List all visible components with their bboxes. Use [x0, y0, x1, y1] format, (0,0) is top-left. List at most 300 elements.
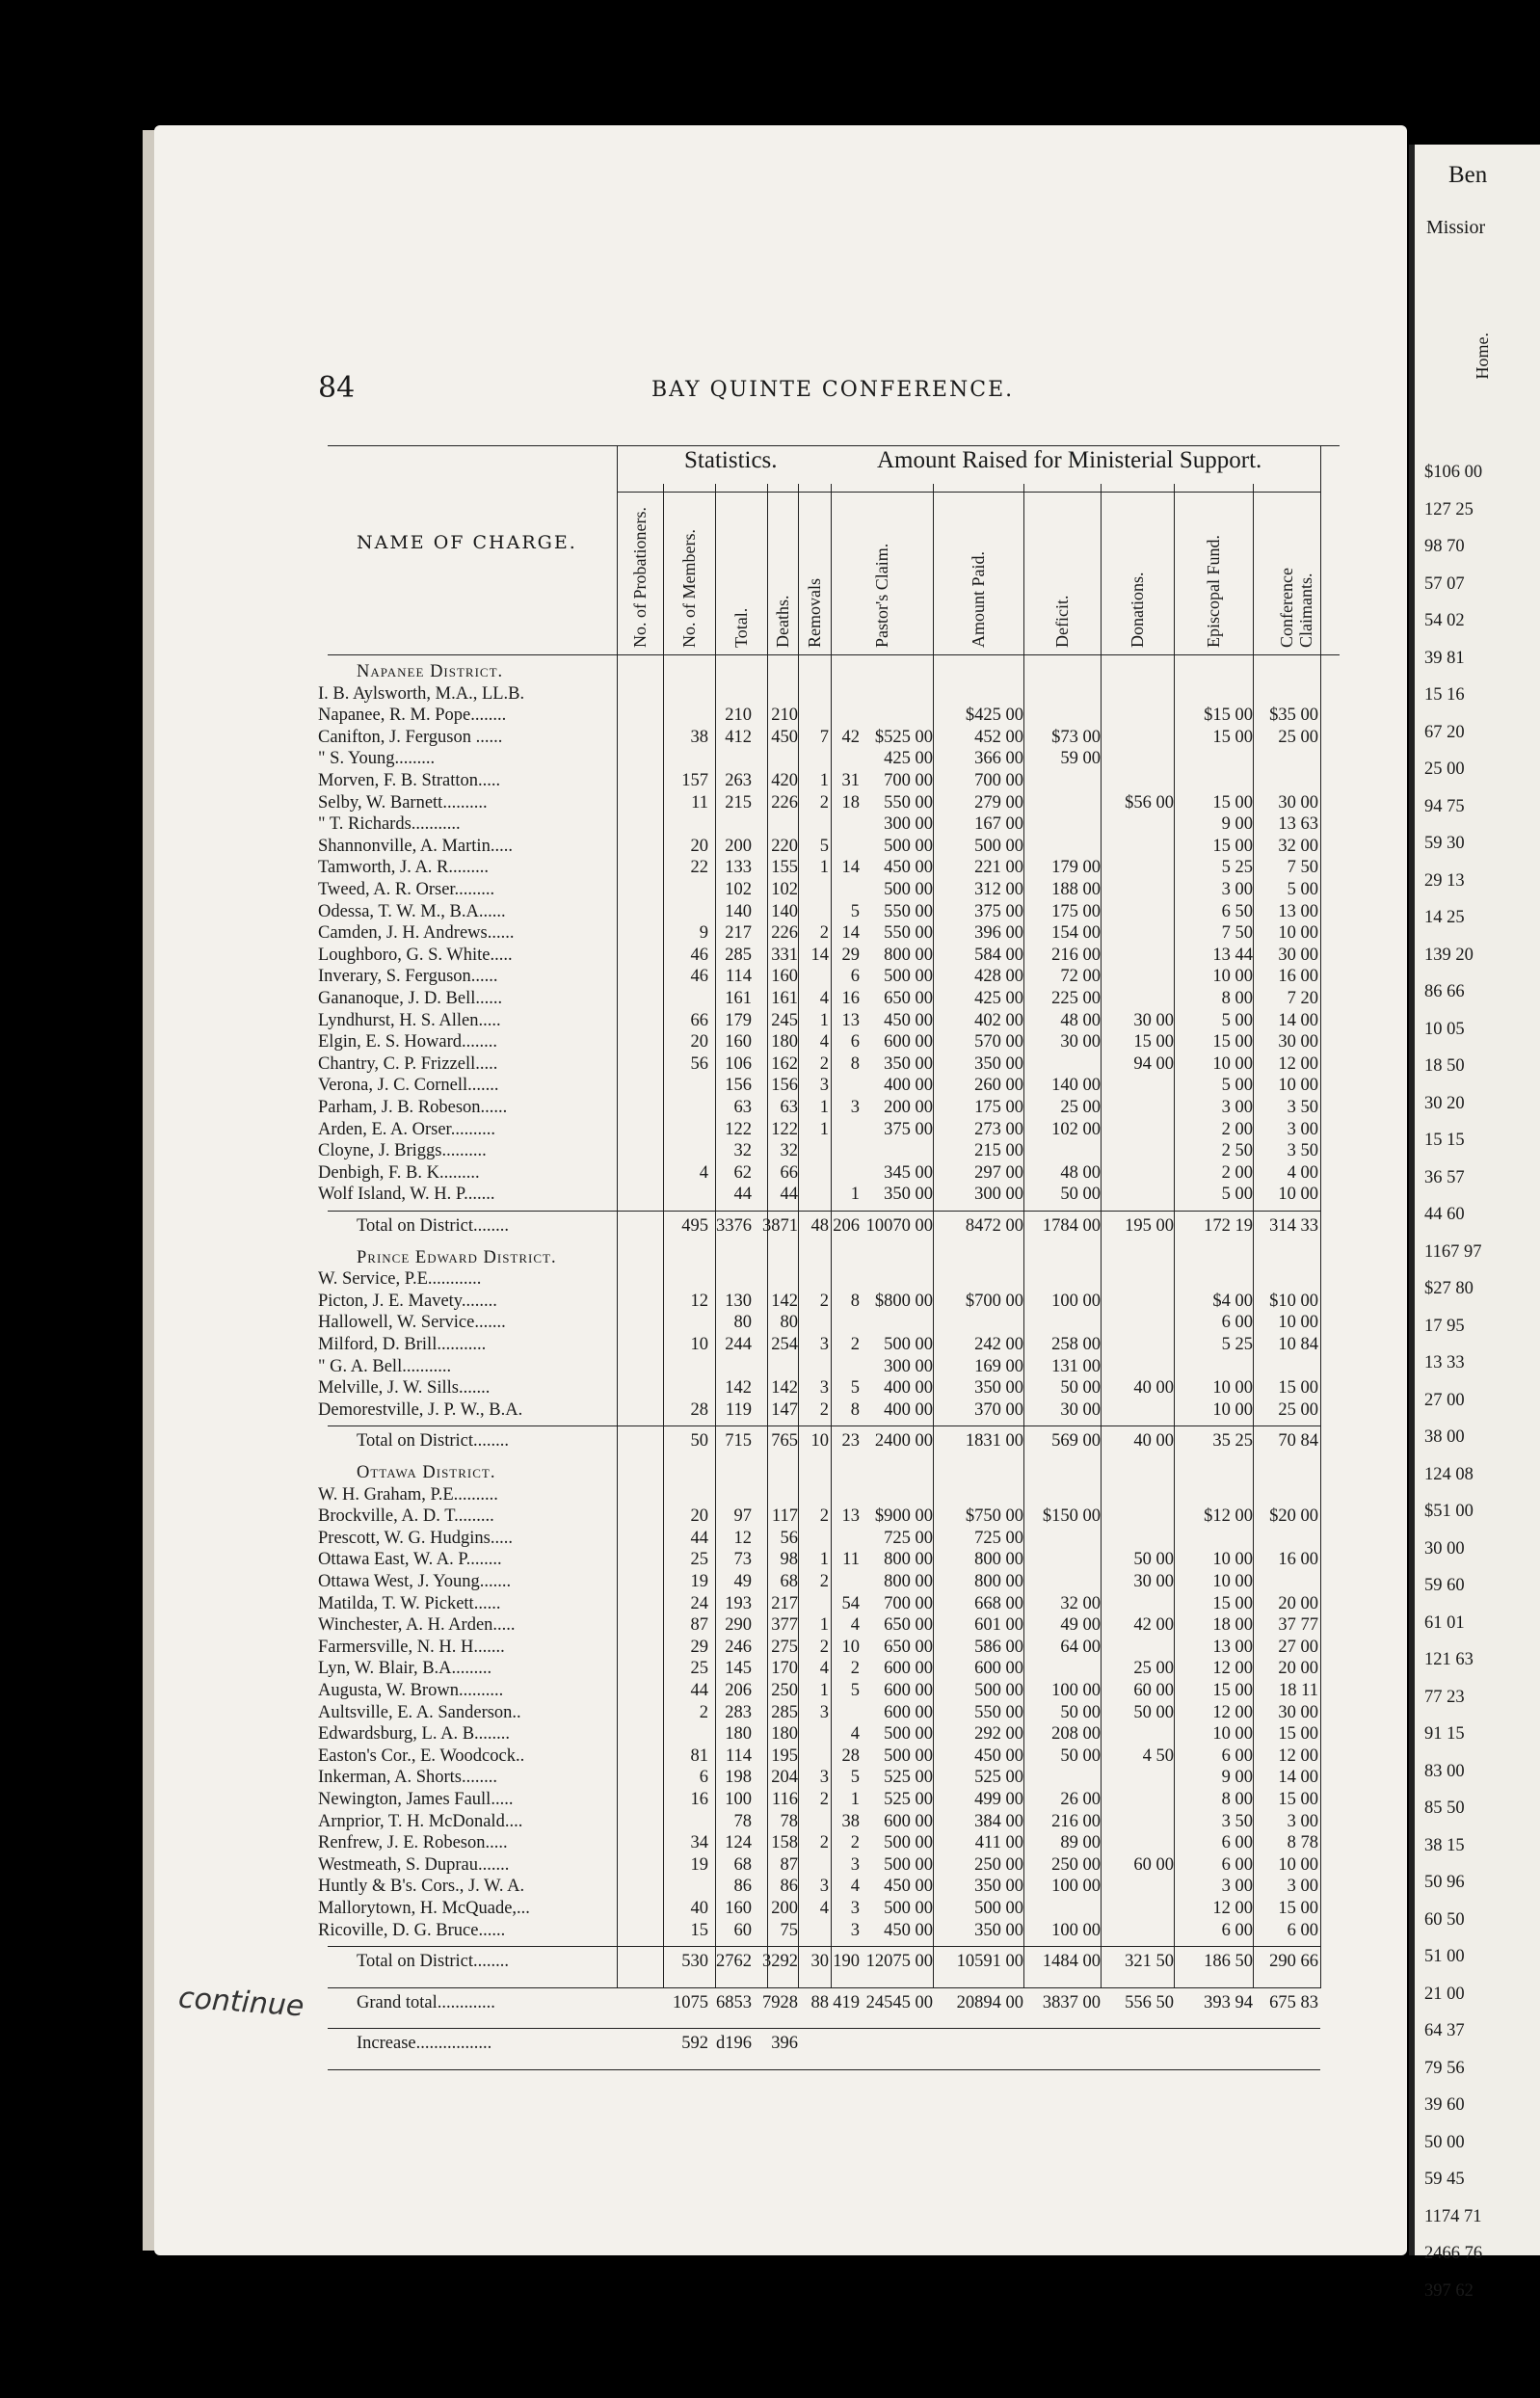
cell-value: 200 — [725, 836, 752, 856]
cell-value: 12 00 — [1212, 1659, 1253, 1679]
facing-page-value: $106 00 — [1424, 463, 1483, 482]
cell-value: 15 00 — [1278, 1899, 1318, 1918]
cell-value: 3376 — [716, 1216, 752, 1236]
table-row — [318, 1484, 1340, 1506]
facing-page-value: 1174 71 — [1424, 2206, 1482, 2226]
total-row — [328, 1431, 1340, 1452]
cell-value: 366 00 — [974, 749, 1023, 769]
cell-value: 2 — [819, 1833, 829, 1853]
cell-value: 350 00 — [974, 1378, 1023, 1399]
cell-value: 10 — [841, 1637, 860, 1657]
cell-value: 7 20 — [1287, 989, 1318, 1008]
charge-name: Lyn, W. Blair, B.A......... — [318, 1659, 492, 1679]
charge-name: Increase................. — [357, 2034, 492, 2054]
cell-value: 350 00 — [974, 1920, 1023, 1940]
cell-value: 20 00 — [1278, 1659, 1318, 1679]
cell-value: 30 00 — [1278, 1702, 1318, 1722]
cell-value: 117 — [771, 1506, 798, 1527]
cell-value: 419 — [833, 1992, 860, 2012]
cell-value: 10 00 — [1278, 1185, 1318, 1205]
facing-page-value: 86 66 — [1424, 982, 1465, 1001]
cell-value: 100 00 — [1051, 1291, 1101, 1311]
cell-value: 122 — [725, 1119, 752, 1139]
cell-value: 14 — [841, 858, 860, 878]
cell-value: 550 00 — [884, 901, 933, 921]
cell-value: 72 00 — [1060, 967, 1101, 987]
cell-value: 89 00 — [1060, 1833, 1101, 1853]
cell-value: 54 — [841, 1593, 860, 1613]
cell-value: 2 — [819, 1291, 829, 1311]
cell-value: 400 00 — [884, 1076, 933, 1096]
table-row — [318, 1119, 1340, 1141]
facing-page-value: 64 37 — [1424, 2021, 1465, 2040]
total-rule — [328, 1211, 1320, 1212]
cell-value: 10 00 — [1278, 1854, 1318, 1875]
cell-value: 500 00 — [884, 880, 933, 899]
charge-name: Tamworth, J. A. R......... — [318, 858, 490, 878]
cell-value: 44 — [690, 1681, 708, 1700]
cell-value: 161 — [771, 989, 798, 1008]
cell-value: 725 00 — [884, 1528, 933, 1548]
table-row — [318, 858, 1340, 879]
cell-value: 8 — [850, 1399, 860, 1420]
table-row — [318, 706, 1340, 727]
charge-name: Brockville, A. D. T......... — [318, 1506, 494, 1527]
cell-value: 16 00 — [1278, 967, 1318, 987]
facing-page-value: 83 00 — [1424, 1761, 1465, 1781]
table-row — [318, 967, 1340, 988]
cell-value: 500 00 — [884, 967, 933, 987]
cell-value: 10 — [690, 1335, 708, 1354]
facing-page-value: 124 08 — [1424, 1464, 1474, 1484]
cell-value: 80 — [733, 1313, 752, 1333]
charge-name: Selby, W. Barnett.......... — [318, 792, 488, 813]
cell-value: 370 00 — [974, 1399, 1023, 1420]
cell-value: 500 00 — [884, 1745, 933, 1766]
cell-value: 156 — [725, 1076, 752, 1096]
cell-value: 160 — [771, 967, 798, 987]
column-header: No. of Probationers. — [630, 507, 650, 648]
cell-value: 16 — [690, 1790, 708, 1809]
cell-value: 180 — [771, 1724, 798, 1745]
cell-value: 275 — [771, 1637, 798, 1657]
charge-name: Verona, J. C. Cornell....... — [318, 1076, 499, 1096]
table-row — [318, 1637, 1340, 1659]
charge-name: W. Service, P.E............ — [318, 1269, 482, 1290]
cell-value: 63 — [733, 1098, 752, 1117]
cell-value: 586 00 — [974, 1637, 1023, 1657]
cell-value: 195 — [771, 1745, 798, 1766]
cell-value: 450 00 — [884, 1010, 933, 1030]
cell-value: 66 — [780, 1162, 798, 1183]
facing-page-value: 139 20 — [1424, 945, 1474, 965]
cell-value: 10591 00 — [956, 1952, 1023, 1972]
charge-name: Napanee, R. M. Pope........ — [318, 706, 507, 726]
charge-name: Parham, J. B. Robeson...... — [318, 1098, 508, 1117]
name-of-charge-header: NAME OF CHARGE. — [357, 532, 577, 553]
facing-page-value: 29 13 — [1424, 870, 1465, 891]
total-rule — [328, 1946, 1320, 1947]
cell-value: 245 — [771, 1010, 798, 1030]
cell-value: 3 — [819, 1877, 829, 1897]
cell-value: 500 00 — [884, 1833, 933, 1853]
cell-value: 600 00 — [884, 1032, 933, 1052]
charge-name: Milford, D. Brill........... — [318, 1335, 487, 1354]
cell-value: 1 — [819, 1119, 829, 1139]
charge-name: Lyndhurst, H. S. Allen..... — [318, 1010, 501, 1030]
cell-value: 44 — [780, 1185, 798, 1205]
facing-page-value: 77 23 — [1424, 1687, 1465, 1707]
cell-value: 161 — [725, 989, 752, 1008]
cell-value: 154 00 — [1051, 923, 1101, 944]
cell-value: 35 25 — [1212, 1431, 1253, 1452]
cell-value: $12 00 — [1204, 1506, 1253, 1527]
cell-value: 396 — [771, 2034, 798, 2054]
table-row — [318, 945, 1340, 967]
cell-value: 30 — [810, 1952, 829, 1972]
cell-value: $750 00 — [965, 1506, 1023, 1527]
facing-page-value: 36 57 — [1424, 1167, 1465, 1187]
cell-value: 8 00 — [1221, 989, 1253, 1008]
charge-name: Total on District........ — [357, 1431, 509, 1452]
charge-name: Augusta, W. Brown.......... — [318, 1681, 504, 1700]
cell-value: 38 — [690, 727, 708, 747]
table-row — [318, 923, 1340, 945]
cell-value: 312 00 — [974, 880, 1023, 899]
cell-value: 50 00 — [1133, 1702, 1174, 1722]
cell-value: 1 — [819, 1098, 829, 1117]
cell-value: 350 00 — [974, 1877, 1023, 1897]
cell-value: 50 00 — [1060, 1702, 1101, 1722]
cell-value: 1 — [850, 1185, 860, 1205]
cell-value: 188 00 — [1051, 880, 1101, 899]
cell-value: 8472 00 — [965, 1216, 1023, 1236]
cell-value: 584 00 — [974, 945, 1023, 965]
cell-value: 160 — [725, 1899, 752, 1918]
table-row — [318, 1877, 1340, 1898]
charge-name: Gananoque, J. D. Bell...... — [318, 989, 503, 1008]
cell-value: 297 00 — [974, 1162, 1023, 1183]
cell-value: 4 — [819, 1899, 829, 1918]
cell-value: 800 00 — [884, 1550, 933, 1570]
cell-value: 2 00 — [1221, 1162, 1253, 1183]
cell-value: 60 00 — [1133, 1681, 1174, 1700]
column-header: Total. — [731, 607, 751, 648]
cell-value: 98 — [780, 1550, 798, 1570]
cell-value: 10 00 — [1212, 1572, 1253, 1591]
cell-value: 3 — [850, 1899, 860, 1918]
cell-value: 250 00 — [974, 1854, 1023, 1875]
facing-page-value: 39 81 — [1424, 648, 1465, 668]
cell-value: 49 00 — [1060, 1615, 1101, 1636]
district-heading — [328, 1248, 1340, 1269]
total-row — [328, 1993, 1340, 2014]
cell-value: 1 — [850, 1790, 860, 1809]
cell-value: 765 — [771, 1431, 798, 1452]
cell-value: 145 — [725, 1659, 752, 1679]
cell-value: 279 00 — [974, 792, 1023, 813]
cell-value: 100 00 — [1051, 1877, 1101, 1897]
cell-value: 12 00 — [1212, 1702, 1253, 1722]
cell-value: 13 00 — [1212, 1637, 1253, 1657]
cell-value: 100 00 — [1051, 1920, 1101, 1940]
facing-page — [1409, 145, 1540, 2301]
total-row — [328, 2034, 1340, 2055]
cell-value: 500 00 — [884, 836, 933, 856]
cell-value: 12 — [733, 1528, 752, 1548]
table-row — [318, 814, 1340, 836]
cell-value: 34 — [690, 1833, 708, 1853]
table-row — [318, 1833, 1340, 1854]
cell-value: 550 00 — [884, 792, 933, 813]
charge-name: Winchester, A. H. Arden..... — [318, 1615, 516, 1636]
cell-value: 2 — [819, 1572, 829, 1591]
cell-value: 170 — [771, 1659, 798, 1679]
facing-page-value: 59 45 — [1424, 2170, 1465, 2189]
cell-value: 285 — [771, 1702, 798, 1722]
cell-value: 30 00 — [1278, 792, 1318, 813]
cell-value: 18 — [841, 792, 860, 813]
cell-value: 411 00 — [974, 1833, 1023, 1853]
charge-name: Melville, J. W. Sills....... — [318, 1378, 491, 1399]
charge-name: Tweed, A. R. Orser......... — [318, 880, 495, 899]
amount-raised-group-header: Amount Raised for Ministerial Support. — [877, 447, 1262, 473]
cell-value: 283 — [725, 1702, 752, 1722]
cell-value: 800 00 — [974, 1572, 1023, 1591]
cell-value: 13 — [841, 1506, 860, 1527]
cell-value: 5 00 — [1221, 1010, 1253, 1030]
facing-page-value: 38 15 — [1424, 1835, 1465, 1855]
column-header: Conference Claimants. — [1277, 568, 1315, 648]
cell-value: 12 00 — [1278, 1745, 1318, 1766]
cell-value: 38 — [841, 1811, 860, 1831]
cell-value: 133 — [725, 858, 752, 878]
charge-name: Elgin, E. S. Howard........ — [318, 1032, 498, 1052]
cell-value: 56 — [690, 1053, 708, 1074]
cell-value: 1 — [819, 771, 829, 790]
cell-value: 24 — [690, 1593, 708, 1613]
cell-value: 220 — [771, 836, 798, 856]
cell-value: 140 — [771, 901, 798, 921]
cell-value: 97 — [733, 1506, 752, 1527]
cell-value: 11 — [691, 792, 708, 813]
cell-value: 225 00 — [1051, 989, 1101, 1008]
header-rule — [328, 654, 1340, 655]
cell-value: 569 00 — [1051, 1431, 1101, 1452]
cell-value: 140 00 — [1051, 1076, 1101, 1096]
cell-value: 10070 00 — [865, 1216, 933, 1236]
cell-value: 86 — [733, 1877, 752, 1897]
cell-value: 2 — [819, 792, 829, 813]
cell-value: 314 33 — [1269, 1216, 1318, 1236]
cell-value: 30 00 — [1060, 1032, 1101, 1052]
cell-value: 246 — [725, 1637, 752, 1657]
cell-value: 70 84 — [1278, 1431, 1318, 1452]
facing-page-value: 50 00 — [1424, 2132, 1465, 2152]
cell-value: 530 — [681, 1952, 708, 1972]
table-row — [318, 901, 1340, 923]
charge-name: Camden, J. H. Andrews...... — [318, 923, 515, 944]
cell-value: 350 00 — [884, 1053, 933, 1074]
table-row — [318, 1899, 1340, 1920]
cell-value: 15 00 — [1133, 1032, 1174, 1052]
cell-value: 23 — [841, 1431, 860, 1452]
cell-value: 78 — [733, 1811, 752, 1831]
cell-value: 116 — [771, 1790, 798, 1809]
table-row — [318, 1768, 1340, 1789]
cell-value: 3 00 — [1287, 1877, 1318, 1897]
cell-value: 350 00 — [974, 1053, 1023, 1074]
column-header: No. of Members. — [679, 529, 699, 648]
cell-value: 592 — [681, 2034, 708, 2054]
cell-value: 10 00 — [1212, 1378, 1253, 1399]
facing-page-value: 14 25 — [1424, 908, 1465, 927]
cell-value: 30 00 — [1133, 1572, 1174, 1591]
facing-page-value: 30 00 — [1424, 1538, 1465, 1559]
facing-page-value: 59 60 — [1424, 1576, 1465, 1595]
facing-page-value: 98 70 — [1424, 537, 1465, 556]
cell-value: 5 00 — [1221, 1076, 1253, 1096]
table-row — [318, 1399, 1340, 1422]
facing-page-value: 27 00 — [1424, 1390, 1465, 1410]
cell-value: 25 00 — [1133, 1659, 1174, 1679]
cell-value: 19 — [690, 1572, 708, 1591]
cell-value: 8 — [850, 1053, 860, 1074]
cell-value: 5 — [850, 1768, 860, 1788]
cell-value: 5 — [819, 836, 829, 856]
table-row — [318, 1291, 1340, 1313]
cell-value: 6 — [850, 1032, 860, 1052]
facing-page-value: 59 30 — [1424, 834, 1465, 853]
cell-value: 30 00 — [1278, 945, 1318, 965]
facing-page-value: 79 56 — [1424, 2058, 1465, 2078]
cell-value: $15 00 — [1204, 706, 1253, 726]
column-header: Deaths. — [773, 595, 792, 648]
column-header: Removals — [805, 578, 824, 648]
cell-value: 12 — [690, 1291, 708, 1311]
cell-value: 260 00 — [974, 1076, 1023, 1096]
cell-value: 1 — [819, 858, 829, 878]
cell-value: 601 00 — [974, 1615, 1023, 1636]
cell-value: 10 00 — [1212, 1053, 1253, 1074]
cell-value: 87 — [690, 1615, 708, 1636]
cell-value: 450 00 — [884, 858, 933, 878]
cell-value: 158 — [771, 1833, 798, 1853]
cell-value: 273 00 — [974, 1119, 1023, 1139]
cell-value: 375 00 — [884, 1119, 933, 1139]
cell-value: 3 — [850, 1854, 860, 1875]
cell-value: 3 50 — [1287, 1141, 1318, 1161]
charge-name: Wolf Island, W. H. P....... — [318, 1185, 495, 1205]
charge-name: Renfrew, J. E. Robeson..... — [318, 1833, 508, 1853]
cell-value: $800 00 — [874, 1291, 933, 1311]
cell-value: 217 — [725, 923, 752, 944]
cell-value: 172 19 — [1204, 1216, 1253, 1236]
cell-value: 6 00 — [1221, 1833, 1253, 1853]
cell-value: 29 — [841, 945, 860, 965]
cell-value: 3871 — [762, 1216, 798, 1236]
bottom-rule — [328, 2069, 1320, 2070]
cell-value: 100 — [725, 1790, 752, 1809]
cell-value: 668 00 — [974, 1593, 1023, 1613]
cell-value: d196 — [716, 2034, 752, 2054]
cell-value: 13 63 — [1278, 814, 1318, 835]
cell-value: 2 — [850, 1833, 860, 1853]
cell-value: 50 — [690, 1431, 708, 1452]
cell-value: 500 00 — [884, 1899, 933, 1918]
cell-value: 119 — [725, 1399, 752, 1420]
cell-value: 7 50 — [1287, 858, 1318, 878]
cell-value: 102 — [771, 880, 798, 899]
cell-value: 700 00 — [884, 771, 933, 790]
cell-value: 40 — [690, 1899, 708, 1918]
cell-value: 63 — [780, 1098, 798, 1117]
cell-value: 331 — [771, 945, 798, 965]
cell-value: 25 00 — [1060, 1098, 1101, 1117]
cell-value: 300 00 — [974, 1185, 1023, 1205]
cell-value: 300 00 — [884, 814, 933, 835]
cell-value: 1 — [819, 1615, 829, 1636]
cell-value: 14 — [810, 945, 829, 965]
cell-value: 193 — [725, 1593, 752, 1613]
facing-page-value: 1167 97 — [1424, 1241, 1482, 1262]
cell-value: 556 50 — [1125, 1992, 1174, 2012]
facing-page-value: 51 00 — [1424, 1947, 1465, 1966]
column-header: Pastor's Claim. — [872, 543, 891, 648]
table-row — [318, 1269, 1340, 1291]
cell-value: 254 — [771, 1335, 798, 1354]
table-row — [318, 1076, 1340, 1097]
cell-value: 400 00 — [884, 1399, 933, 1420]
cell-value: 15 — [690, 1920, 708, 1940]
cell-value: 452 00 — [974, 727, 1023, 747]
cell-value: 131 00 — [1051, 1356, 1101, 1376]
cell-value: 106 — [725, 1053, 752, 1074]
cell-value: 5 25 — [1221, 1335, 1253, 1354]
cell-value: 206 — [725, 1681, 752, 1700]
cell-value: 2 — [819, 923, 829, 944]
cell-value: 226 — [771, 923, 798, 944]
cell-value: 12 00 — [1278, 1053, 1318, 1074]
cell-value: 13 44 — [1212, 945, 1253, 965]
cell-value: 675 83 — [1269, 1992, 1318, 2012]
cell-value: 162 — [771, 1053, 798, 1074]
cell-value: 216 00 — [1051, 1811, 1101, 1831]
cell-value: 3 — [850, 1920, 860, 1940]
charge-name: Edwardsburg, L. A. B........ — [318, 1724, 511, 1745]
cell-value: 3 — [850, 1098, 860, 1117]
cell-value: 3 — [819, 1378, 829, 1399]
table-row — [318, 1162, 1340, 1185]
cell-value: 1784 00 — [1042, 1216, 1101, 1236]
facing-page-value: 38 00 — [1424, 1427, 1465, 1447]
cell-value: 350 00 — [884, 1185, 933, 1205]
cell-value: 175 00 — [974, 1098, 1023, 1117]
charge-name: Canifton, J. Ferguson ...... — [318, 727, 503, 747]
cell-value: 50 00 — [1133, 1550, 1174, 1570]
cell-value: 160 — [725, 1032, 752, 1052]
cell-value: 1484 00 — [1042, 1952, 1101, 1972]
table-row — [318, 1141, 1340, 1162]
cell-value: 32 00 — [1060, 1593, 1101, 1613]
cell-value: 2 — [819, 1506, 829, 1527]
cell-value: 2 — [819, 1399, 829, 1420]
cell-value: 550 00 — [974, 1702, 1023, 1722]
cell-value: 6 00 — [1287, 1920, 1318, 1940]
cell-value: 3292 — [762, 1952, 798, 1972]
charge-name: Arden, E. A. Orser.......... — [318, 1119, 495, 1139]
cell-value: 500 00 — [974, 1681, 1023, 1700]
